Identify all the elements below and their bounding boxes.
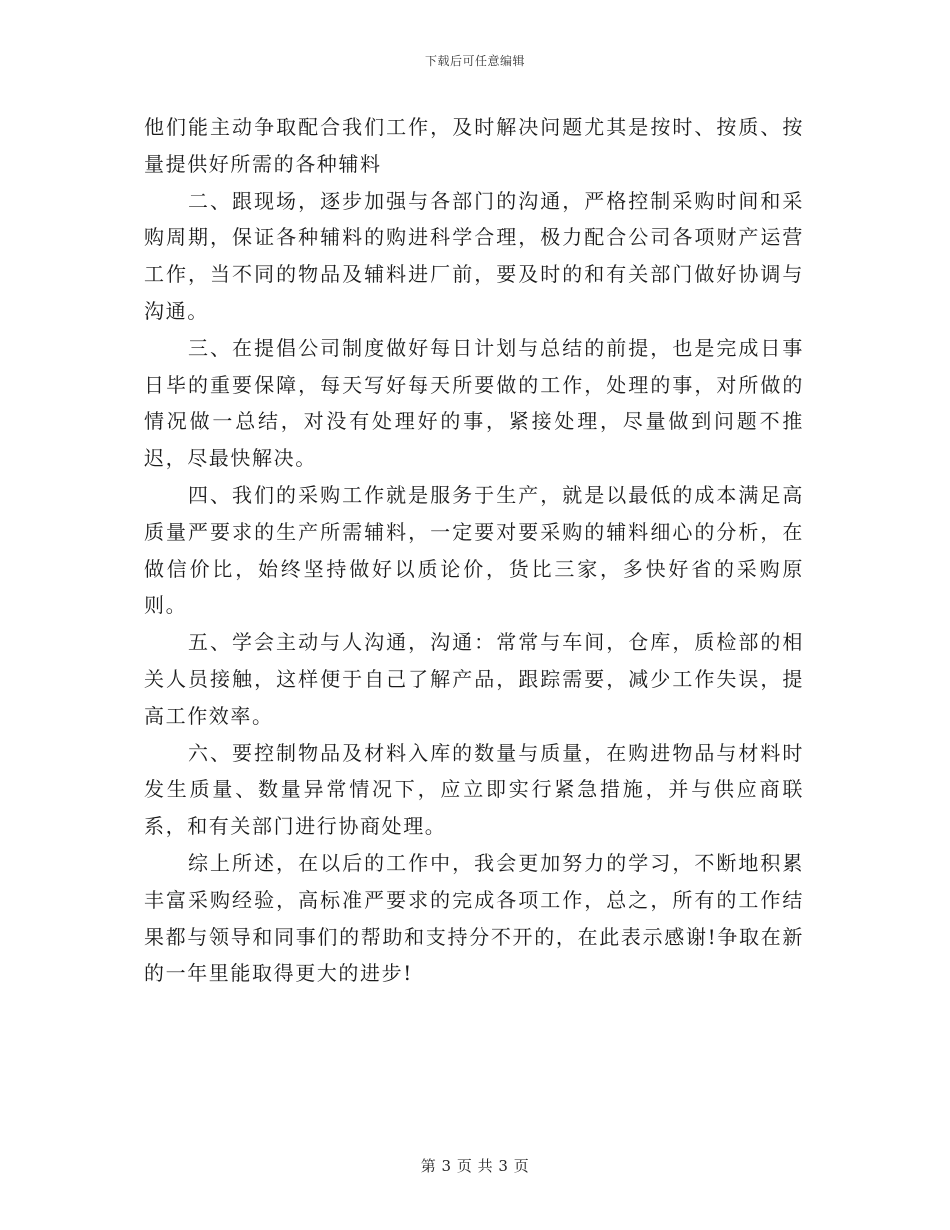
paragraph-item-3: 三、在提倡公司制度做好每日计划与总结的前提，也是完成日事日毕的重要保障，每天写好每天所要做的工作，处理的事，对所做的情况做一总结，对没有处理好的事，紧接处理，尽量做到问题不推迟，尽最快解决。 [144,335,804,471]
paragraph-summary: 综上所述，在以后的工作中，我会更加努力的学习，不断地积累丰富采购经验，高标准严要求的完成各项工作，总之，所有的工作结果都与领导和同事们的帮助和支持分不开的，在此表示感谢!争取在新的一年里能取得更大的进步! [144,850,804,986]
page-number: 第 3 页 共 3 页 [420,1157,530,1175]
paragraph-item-2: 二、跟现场，逐步加强与各部门的沟通，严格控制采购时间和采购周期，保证各种辅料的购进科学合理，极力配合公司各项财产运营工作，当不同的物品及辅料进厂前，要及时的和有关部门做好协调与沟通。 [144,188,804,323]
paragraph-continuation: 他们能主动争取配合我们工作，及时解决问题尤其是按时、按质、按量提供好所需的各种辅料 [144,115,804,176]
header-edit-note: 下载后可任意编辑 [424,54,525,68]
paragraph-item-4: 四、我们的采购工作就是服务于生产，就是以最低的成本满足高质量严要求的生产所需辅料，一定要对要采购的辅料细心的分析，在做信价比，始终坚持做好以质论价，货比三家，多快好省的采购原则。 [144,482,804,618]
document-body [144,109,804,992]
paragraph-item-5: 五、学会主动与人沟通，沟通：常常与车间，仓库，质检部的相关人员接触，这样便于自己了解产品，跟踪需要，减少工作失误，提高工作效率。 [144,630,804,728]
paragraph-item-6: 六、要控制物品及材料入库的数量与质量，在购进物品与材料时发生质量、数量异常情况下，应立即实行紧急措施，并与供应商联系，和有关部门进行协商处理。 [144,740,804,839]
